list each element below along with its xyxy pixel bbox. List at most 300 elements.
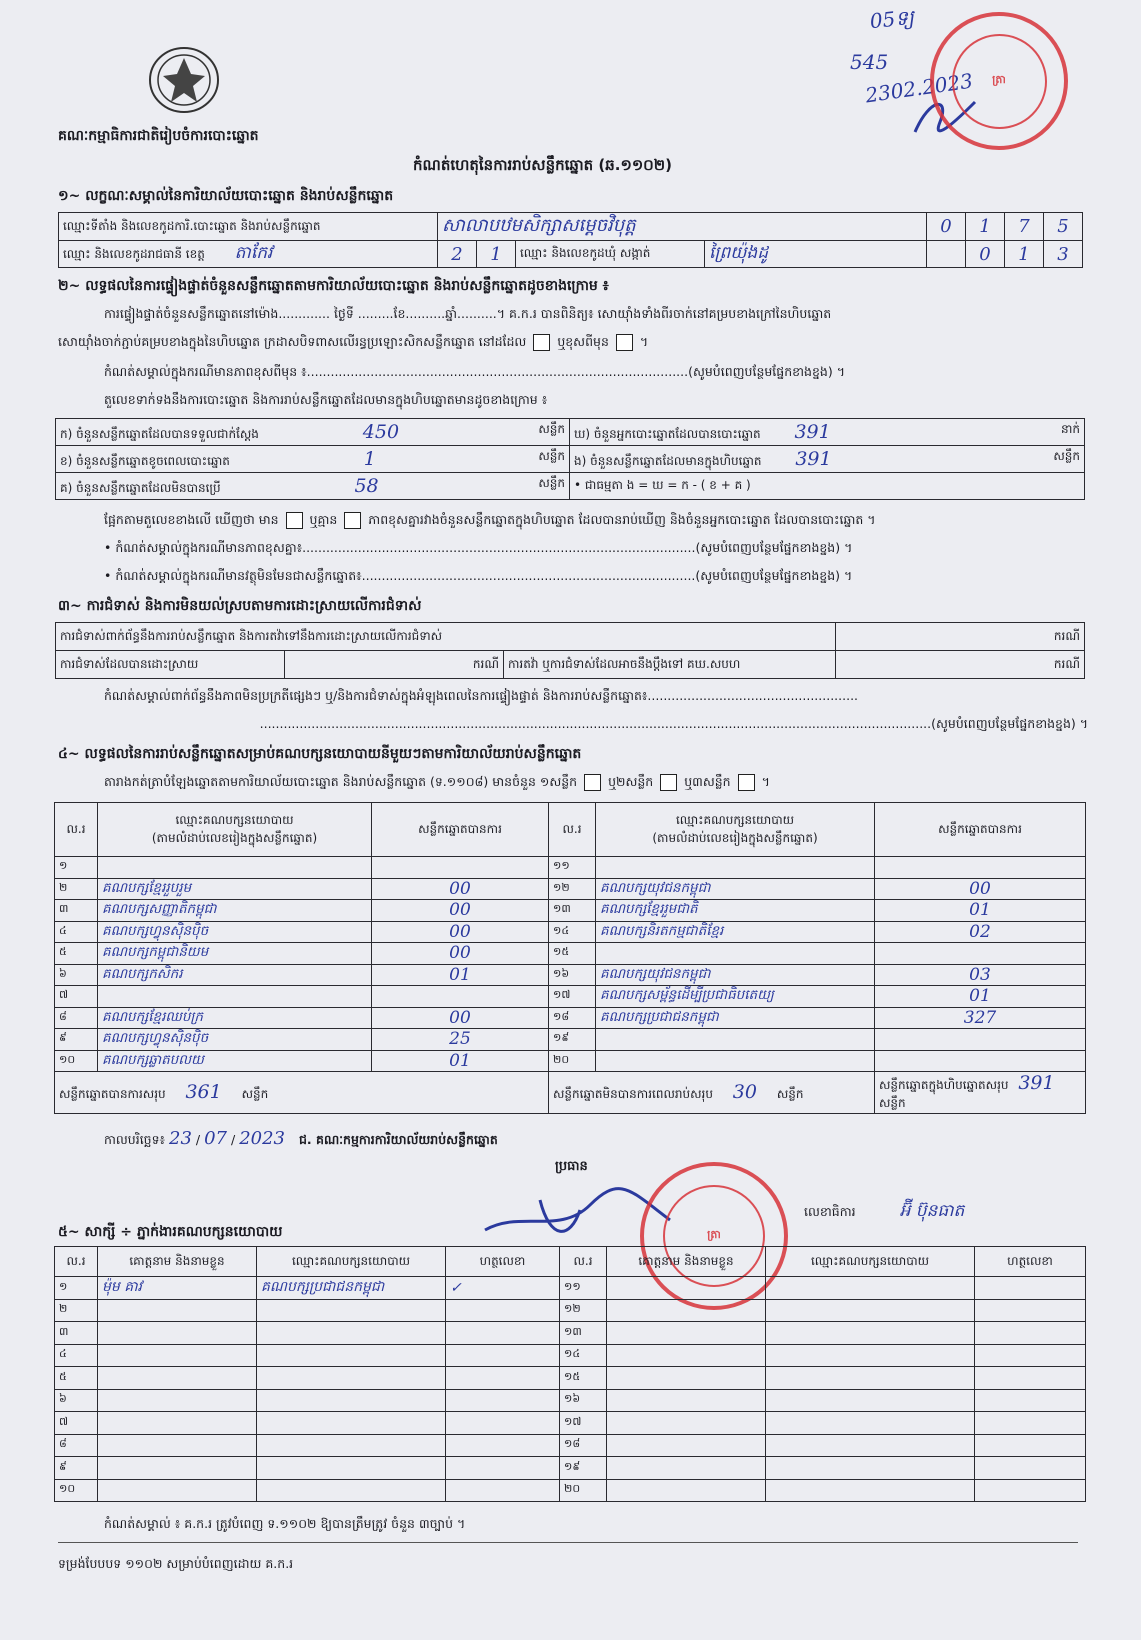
witness-table — [54, 1246, 1086, 1502]
w-col-party: ឈ្មោះគណបក្សនយោបាយ — [257, 1247, 446, 1277]
commune-code-blank — [927, 241, 966, 268]
date-month: 07 — [204, 1128, 228, 1149]
cell-party — [766, 1434, 975, 1457]
cell-no: ៤ — [55, 921, 98, 943]
p3-mid: ឬគ្មាន — [309, 512, 338, 527]
cell-sig — [446, 1457, 560, 1480]
province-label-text: ឈ្មោះ និងលេខកូដរាជធានី ខេត្ត — [63, 246, 205, 261]
cell-sig — [975, 1457, 1086, 1480]
section5-note: កំណត់សម្គាល់ ៖ គ.ក.រ ត្រូវបំពេញ ទ.១១០២ ឱ្យបានត្រឹមត្រូវ ចំនួន ៣ច្បាប់ ។ — [104, 1516, 466, 1531]
total-invalid-unit: សន្លឹក — [776, 1087, 804, 1101]
p3-end: ភាពខុសគ្នារវាងចំនួនសន្លឹកឆ្នោតក្នុងហិបឆ្នោត ដែលបានរាប់ឃើញ និងចំនួនអ្នកបោះឆ្នោត ដែលបានបោះឆ្នោត ។ — [368, 512, 876, 527]
total-valid-label: សន្លឹកឆ្នោតបានការសរុប — [59, 1087, 166, 1101]
cell-sig — [975, 1277, 1086, 1300]
objection-row2-case2: ករណី — [836, 651, 1085, 679]
cell-name — [607, 1457, 766, 1480]
count-unit-right: សន្លឹក — [1053, 448, 1080, 463]
section1-heading: ១~ លក្ខណៈសម្គាល់នៃការិយាល័យបោះឆ្នោត និងរាប់សន្លឹកឆ្នោត — [58, 188, 394, 204]
cell-sig — [446, 1389, 560, 1412]
col-party-right-title: ឈ្មោះគណបក្សនយោបាយ — [675, 812, 795, 827]
cell-name — [607, 1479, 766, 1502]
count-label-text: គ) ចំនួនសន្លឹកឆ្នោតដែលមិនបានប្រើ — [60, 480, 221, 495]
cell-sig — [975, 1434, 1086, 1457]
count-label-text: ខ) ចំនួនសន្លឹកឆ្នោតខូចពេលបោះឆ្នោត — [60, 453, 230, 468]
count-row — [56, 473, 1085, 500]
province-code-2: 1 — [477, 241, 516, 268]
table-row — [55, 1344, 1086, 1367]
section3-note — [104, 688, 1084, 707]
cell-party: គណបក្សកម្ពុជានិយម — [98, 943, 372, 965]
commune-code-2: 1 — [1005, 241, 1044, 268]
cell-party — [766, 1389, 975, 1412]
footer-text: ទម្រង់បែបបទ ១១០២ សម្រាប់បំពេញដោយ គ.ក.រ — [58, 1556, 294, 1571]
count-value: 450 — [362, 420, 400, 443]
cell-party — [766, 1344, 975, 1367]
cell-sig — [446, 1344, 560, 1367]
cell-votes: 25 — [372, 1029, 549, 1051]
three-sheet-checkbox[interactable] — [738, 774, 755, 791]
cell-name — [98, 1322, 257, 1345]
cell-party — [766, 1412, 975, 1435]
count-value: 1 — [363, 447, 376, 470]
count-row — [56, 446, 1085, 473]
cell-no: ៥ — [55, 943, 98, 965]
w-col-sig-right: ហត្ថលេខា — [975, 1247, 1086, 1277]
secretary-name: អ៊ី ប៊ុនធាត — [899, 1201, 965, 1221]
cell-no: ២០ — [549, 1050, 596, 1072]
table-row — [55, 1389, 1086, 1412]
cell-sig — [446, 1479, 560, 1502]
corner-note-3: 2302.2023 — [863, 68, 975, 108]
count-label-right — [570, 419, 1085, 446]
cell-party: គណបក្សឆ្លាតបលយ — [98, 1050, 372, 1072]
cell-party — [257, 1457, 446, 1480]
cell-no: ១៥ — [560, 1367, 607, 1390]
count-label-text: ក) ចំនួនសន្លឹកឆ្នោតដែលបានទទួលជាក់ស្តែង — [60, 426, 259, 441]
party-results-table — [54, 802, 1086, 1114]
cell-name — [607, 1412, 766, 1435]
cell-party: គណបក្សប្រជាជនកម្ពុជា — [257, 1277, 446, 1300]
section2-p2-text: សោយ៉ាំងចាក់ភ្ជាប់គម្របខាងក្នុងនៃហិបឆ្នោត ក្រដាសបិទពាសលើរន្ធប្រឡោះសិកសន្លឹកឆ្នោត នៅដដែល — [58, 334, 527, 349]
col-party — [98, 803, 372, 857]
col-no: ល.រ — [55, 803, 98, 857]
section3-note-text: កំណត់សម្គាល់ពាក់ព័ន្ធនឹងភាពមិនប្រក្រតីផ្សេងៗ ឬ/និងការជំទាស់ក្នុងអំឡុងពេលនៃការផ្ទៀងផ្ទាត់ និងការរាប់សន្លឹកឆ្នោត៖ — [104, 688, 648, 703]
table-row — [55, 1412, 1086, 1435]
cell-name — [98, 1344, 257, 1367]
section2-p3 — [104, 512, 876, 531]
cell-party: គណបក្សហ្វុនស៊ិនប៉ិច — [98, 921, 372, 943]
cell-no: ១១ — [549, 857, 596, 879]
cell-no: ១ — [55, 857, 98, 879]
cell-votes — [875, 857, 1086, 879]
formula: • ជាធម្មតា ង = ឃ = ក - ( ខ + គ ) — [570, 473, 1085, 500]
cell-sig — [975, 1389, 1086, 1412]
cell-party — [596, 943, 875, 965]
cell-party — [766, 1479, 975, 1502]
cell-no: ១០ — [55, 1050, 98, 1072]
cell-votes — [875, 943, 1086, 965]
cell-name — [607, 1322, 766, 1345]
province-label — [59, 241, 438, 268]
cell-name — [98, 1389, 257, 1412]
cell-votes: 00 — [372, 1007, 549, 1029]
cell-no: ៣ — [55, 900, 98, 922]
footer-rule — [58, 1542, 1078, 1543]
cell-party — [98, 986, 372, 1008]
witness-body — [55, 1277, 1086, 1502]
cell-party — [596, 1029, 875, 1051]
cell-party: គណបក្សនិរតកម្មជាតិខ្មែរ — [596, 921, 875, 943]
count-unit: សន្លឹក — [538, 475, 565, 490]
cell-no: ១៨ — [560, 1434, 607, 1457]
cell-no: ៩ — [55, 1457, 98, 1480]
cell-no: ៨ — [55, 1434, 98, 1457]
cell-no: ១៥ — [549, 943, 596, 965]
count-label-right-text: ង) ចំនួនសន្លឹកឆ្នោតដែលមានក្នុងហិបឆ្នោត — [574, 453, 762, 468]
w-col-name: គោត្តនាម និងនាមខ្លួន — [98, 1247, 257, 1277]
cell-name — [607, 1344, 766, 1367]
cell-no: ២ — [55, 1299, 98, 1322]
cell-no: ១២ — [560, 1299, 607, 1322]
cell-party: គណបក្សហ្វុនស៊ិនប៉ិច — [98, 1029, 372, 1051]
cell-party — [596, 1050, 875, 1072]
province-value: តាកែវ — [234, 242, 273, 263]
same-checkbox[interactable] — [533, 334, 550, 351]
table-row — [55, 1299, 1086, 1322]
corner-note-2: 545 — [850, 50, 889, 74]
cell-votes — [875, 1050, 1086, 1072]
cell-party: គណបក្សខ្មែរឈប់ក្រ — [98, 1007, 372, 1029]
total-box-label: សន្លឹកឆ្នោតក្នុងហិបឆ្នោតសរុប — [879, 1078, 1009, 1092]
office-code-3: 7 — [1005, 213, 1044, 241]
cell-name: ម៉ុម គាវ — [98, 1277, 257, 1300]
w-col-no-right: ល.រ — [560, 1247, 607, 1277]
org-name: គណៈកម្មាធិការជាតិរៀបចំការបោះឆ្នោត — [58, 128, 259, 144]
col-party-sub: (តាមលំដាប់លេខរៀងក្នុងសន្លឹកឆ្នោត) — [151, 830, 318, 845]
col-votes: សន្លឹកឆ្នោតបានការ — [372, 803, 549, 857]
cell-party — [257, 1322, 446, 1345]
total-box-unit: សន្លឹក — [879, 1096, 906, 1110]
count-value-right: 391 — [795, 447, 832, 470]
p3-text: ផ្អែកតាមតួលេខខាងលើ ឃើញថា មាន — [104, 512, 279, 527]
cell-votes: 01 — [372, 964, 549, 986]
objection-row2-appeal: ការតវ៉ា ឬការជំទាស់ដែលអាចនឹងប្តឹងទៅ គឃ.សបហ — [504, 651, 836, 679]
section2-p2-or: ឬខុសពីមុន — [557, 334, 609, 349]
total-valid-value: 361 — [185, 1081, 222, 1103]
objection-table — [55, 622, 1085, 679]
col-party-title: ឈ្មោះគណបក្សនយោបាយ — [175, 812, 294, 827]
count-unit: សន្លឹក — [538, 421, 565, 436]
cell-party — [766, 1457, 975, 1480]
chair-label: ប្រធាន — [555, 1159, 588, 1174]
section2-heading: ២~ លទ្ធផលនៃការផ្ទៀងផ្ទាត់ចំនួនសន្លឹកឆ្នោតតាមការិយាល័យបោះឆ្នោត និងរាប់សន្លឹកឆ្នោតដូចខាងក្រោម ៖ — [58, 278, 609, 294]
col-votes-right: សន្លឹកឆ្នោតបានការ — [875, 803, 1086, 857]
w-col-party-right: ឈ្មោះគណបក្សនយោបាយ — [766, 1247, 975, 1277]
cell-votes: 01 — [372, 1050, 549, 1072]
two-sheet-checkbox[interactable] — [660, 774, 677, 791]
section4-intro: តារាងកត់ត្រាបំឡែងឆ្នោតតាមការិយាល័យបោះឆ្នោត និងរាប់សន្លឹកឆ្នោត (ទ.១១០៨) មានចំនួន ១សន្លឹក ឬ២សន្លឹក ឬ៣សន្លឹក ។ — [104, 774, 770, 789]
table-row — [55, 986, 1086, 1008]
table-row — [55, 1479, 1086, 1502]
cell-no: ១៩ — [549, 1029, 596, 1051]
commune-code-3: 3 — [1044, 241, 1083, 268]
page-title: កំណត់ហេតុនៃការរាប់សន្លឹកឆ្នោត (ឆ.១១០២) — [413, 156, 673, 174]
cell-name — [607, 1434, 766, 1457]
section2-p2: សោយ៉ាំងចាក់ភ្ជាប់គម្របខាងក្នុងនៃហិបឆ្នោត ក្រដាសបិទពាសលើរន្ធប្រឡោះសិកសន្លឹកឆ្នោត នៅដដែល ឬខុសពីមុន ។ — [58, 334, 649, 349]
cell-votes: 01 — [875, 986, 1086, 1008]
opt2-label: ឬ២សន្លឹក — [608, 774, 654, 789]
note-dots: ..................................................... — [647, 688, 859, 703]
cell-party: គណបក្សយុវជនកម្ពុជា — [596, 964, 875, 986]
total-invalid-value: 30 — [732, 1081, 757, 1103]
cell-sig — [975, 1322, 1086, 1345]
cell-votes: 03 — [875, 964, 1086, 986]
cell-sig — [446, 1367, 560, 1390]
cell-votes: 00 — [372, 943, 549, 965]
section3-heading: ៣~ ការជំទាស់ និងការមិនយល់ស្របតាមការដោះស្រាយលើការជំទាស់ — [58, 598, 422, 614]
cell-party: គណបក្សខ្មែររួមជាតិ — [596, 900, 875, 922]
cell-votes: 327 — [875, 1007, 1086, 1029]
cell-no: ២០ — [560, 1479, 607, 1502]
section3-note2-text: (សូមបំពេញបន្ថែមផ្នែកខាងខ្នង) ។ — [931, 716, 1088, 731]
cell-sig — [975, 1344, 1086, 1367]
cell-no: ៨ — [55, 1007, 98, 1029]
cell-name — [607, 1389, 766, 1412]
count-row — [56, 419, 1085, 446]
section5-heading: ៥~ សាក្សី ÷ ភ្នាក់ងារគណបក្សនយោបាយ — [58, 1224, 283, 1240]
cell-party: គណបក្សខ្មែររួបរួម — [98, 878, 372, 900]
cell-name — [98, 1479, 257, 1502]
ballot-count-table — [55, 418, 1085, 500]
cell-no: ៧ — [55, 986, 98, 1008]
official-seal-top: ត្រា — [930, 12, 1068, 150]
cell-no: ១៩ — [560, 1457, 607, 1480]
cell-party: គណបក្សប្រជាជនកម្ពុជា — [596, 1007, 875, 1029]
cell-party — [257, 1299, 446, 1322]
cell-sig — [446, 1412, 560, 1435]
cell-party — [257, 1344, 446, 1367]
cell-no: ១ — [55, 1277, 98, 1300]
official-seal-bottom: ត្រា — [640, 1162, 788, 1310]
cell-party: គណបក្សយុវជនកម្ពុជា — [596, 878, 875, 900]
objection-row2-case: ករណី — [285, 651, 504, 679]
cell-sig — [975, 1299, 1086, 1322]
cell-name — [607, 1367, 766, 1390]
cell-name — [607, 1277, 766, 1300]
cell-party — [257, 1389, 446, 1412]
cell-name — [98, 1367, 257, 1390]
table-row — [55, 921, 1086, 943]
cell-sig — [446, 1322, 560, 1345]
corner-note-1: 05ទ្យ — [868, 4, 916, 34]
section2-p1: ការផ្ទៀងផ្ទាត់ចំនួនសន្លឹកឆ្នោតនៅម៉ោង............. ថ្ងៃទី .........ខែ..........ឆ្នាំ..........។ គ.ក.រ បានពិនិត្យ៖ សោយ៉ាំងទាំងពីរចាក់នៅគម្របខាងក្រៅនៃហិបឆ្នោត — [104, 306, 832, 321]
commune-code-1: 0 — [966, 241, 1005, 268]
section4-heading: ៤~ លទ្ធផលនៃការរាប់សន្លឹកឆ្នោតសម្រាប់គណបក្សនយោបាយនីមួយៗតាមការិយាល័យរាប់សន្លឹកឆ្នោត — [58, 746, 582, 762]
cell-party: គណបក្សសញ្ញាតិកម្ពុជា — [98, 900, 372, 922]
cell-no: ១២ — [549, 878, 596, 900]
totals-row — [55, 1072, 1086, 1114]
cell-no: ១៦ — [560, 1389, 607, 1412]
province-code-1: 2 — [438, 241, 477, 268]
section4-intro-text: តារាងកត់ត្រាបំឡែងឆ្នោតតាមការិយាល័យបោះឆ្នោត និងរាប់សន្លឹកឆ្នោត (ទ.១១០៨) មានចំនួន ១សន្លឹក — [104, 774, 578, 789]
cell-votes: 01 — [875, 900, 1086, 922]
table-row — [55, 1457, 1086, 1480]
count-value-right: 391 — [794, 420, 831, 443]
count-label-right-text: ឃ) ចំនួនអ្នកបោះឆ្នោតដែលបានបោះឆ្នោត — [574, 426, 761, 441]
cell-party — [766, 1322, 975, 1345]
section2-b1: • កំណត់សម្គាល់ក្នុងករណីមានភាពខុសគ្នា៖...................................................................................................(សូមបំពេញបន្ថែមផ្នែកខាងខ្នង) ។ — [104, 540, 853, 555]
opt3-label: ឬ៣សន្លឹក — [684, 774, 731, 789]
table-row — [55, 1367, 1086, 1390]
cell-votes — [875, 1029, 1086, 1051]
cell-no: ៦ — [55, 964, 98, 986]
col-party-right-sub: (តាមលំដាប់លេខរៀងក្នុងសន្លឹកឆ្នោត) — [652, 830, 818, 845]
cell-party: គណបក្សកសិករ — [98, 964, 372, 986]
party-results-body — [55, 857, 1086, 1072]
col-no-right: ល.រ — [549, 803, 596, 857]
cell-party — [257, 1367, 446, 1390]
table-row — [55, 1007, 1086, 1029]
total-invalid — [549, 1072, 875, 1114]
cell-no: ១៧ — [560, 1412, 607, 1435]
office-code-4: 5 — [1044, 213, 1083, 241]
cell-no: ២ — [55, 878, 98, 900]
cell-no: ៣ — [55, 1322, 98, 1345]
office-code-2: 1 — [966, 213, 1005, 241]
office-code-1: 0 — [927, 213, 966, 241]
date-label: កាលបរិច្ឆេទ៖ — [104, 1132, 166, 1147]
cell-party — [257, 1434, 446, 1457]
cell-no: ១៣ — [549, 900, 596, 922]
table-row — [55, 1277, 1086, 1300]
total-valid-unit: សន្លឹក — [241, 1087, 269, 1101]
table-row — [55, 878, 1086, 900]
commune-value: ព្រៃយ៉ុងដូ — [705, 241, 927, 268]
objection-row1-label: ការជំទាស់ពាក់ព័ន្ធនឹងការរាប់សន្លឹកឆ្នោត និងការតវ៉ាទៅនឹងការដោះស្រាយលើការជំទាស់ — [56, 623, 836, 651]
count-value: 58 — [354, 474, 379, 497]
cell-name — [607, 1299, 766, 1322]
cell-no: ១៧ — [549, 986, 596, 1008]
cell-name — [98, 1299, 257, 1322]
cell-party — [766, 1277, 975, 1300]
has-difference-checkbox[interactable] — [286, 512, 303, 529]
table-row — [55, 1050, 1086, 1072]
cell-votes: 00 — [372, 900, 549, 922]
count-unit: សន្លឹក — [538, 448, 565, 463]
table-row — [55, 857, 1086, 879]
cell-votes: 00 — [875, 878, 1086, 900]
secretary — [804, 1200, 964, 1225]
cell-no: ១១ — [560, 1277, 607, 1300]
w-col-sig: ហត្ថលេខា — [446, 1247, 560, 1277]
w-col-name-right: គោត្តនាម និងនាមខ្លួន — [607, 1247, 766, 1277]
cell-votes: 00 — [372, 878, 549, 900]
signoff-org: ជ. គណៈកម្មការការិយាល័យរាប់សន្លឹកឆ្នោត — [298, 1132, 498, 1147]
total-invalid-label: សន្លឹកឆ្នោតមិនបានការពេលរាប់សរុប — [553, 1087, 713, 1101]
section2-b2: • កំណត់សម្គាល់ក្នុងករណីមានវត្ថុមិនមែនជាសន្លឹកឆ្នោត៖....................................................................................(សូមបំពេញបន្ថែមផ្នែកខាងខ្នង) ។ — [104, 568, 853, 583]
table-row — [55, 1029, 1086, 1051]
cell-party — [257, 1412, 446, 1435]
cell-sig — [975, 1412, 1086, 1435]
commune-label: ឈ្មោះ និងលេខកូដឃុំ សង្កាត់ — [516, 241, 705, 268]
w-col-no: ល.រ — [55, 1247, 98, 1277]
section3-note2 — [58, 716, 1088, 735]
objection-row2-label: ការជំទាស់ដែលបានដោះស្រាយ — [56, 651, 285, 679]
cell-votes — [372, 986, 549, 1008]
count-label — [56, 473, 570, 500]
section2-intro: តួលេខទាក់ទងនឹងការបោះឆ្នោត និងការរាប់សន្លឹកឆ្នោតដែលមានក្នុងហិបឆ្នោតមានដូចខាងក្រោម ៖ — [104, 392, 548, 407]
cell-sig — [446, 1434, 560, 1457]
cell-party: គណបក្សសម្ព័ន្ធដើម្បីប្រជាធិបតេយ្យ — [596, 986, 875, 1008]
cell-no: ១៦ — [549, 964, 596, 986]
col-party-right — [596, 803, 875, 857]
cell-name — [98, 1434, 257, 1457]
office-value: សាលាបឋមសិក្សាសម្តេចវិបុត្ត — [438, 213, 927, 241]
cell-sig — [975, 1479, 1086, 1502]
cell-sig — [975, 1367, 1086, 1390]
cell-party — [766, 1367, 975, 1390]
section2-note-diff: កំណត់សម្គាល់ក្នុងករណីមានភាពខុសពីមុន ៖................................................................................................(សូមបំពេញបន្ថែមផ្នែកខាងខ្នង) ។ — [104, 364, 845, 379]
total-box — [875, 1072, 1086, 1114]
cell-no: ៤ — [55, 1344, 98, 1367]
table-row — [55, 943, 1086, 965]
objection-row1-case: ករណី — [836, 623, 1085, 651]
total-valid — [55, 1072, 549, 1114]
cell-party — [257, 1479, 446, 1502]
date-day: 23 — [169, 1128, 192, 1149]
table-row — [55, 900, 1086, 922]
table-row — [55, 1322, 1086, 1345]
cell-votes: 02 — [875, 921, 1086, 943]
cell-no: ១៤ — [549, 921, 596, 943]
count-unit-right: នាក់ — [1060, 421, 1080, 436]
office-label: ឈ្មោះទីតាំង និងលេខកូដការិ.បោះឆ្នោត និងរាប់សន្លឹកឆ្នោត — [59, 213, 438, 241]
location-table — [58, 212, 1083, 268]
cell-no: ៧ — [55, 1412, 98, 1435]
cell-party — [98, 857, 372, 879]
date-year: 2023 — [239, 1128, 285, 1149]
cell-no: ៦ — [55, 1389, 98, 1412]
count-label — [56, 419, 570, 446]
nec-logo — [145, 44, 223, 116]
cell-votes — [372, 857, 549, 879]
cell-name — [98, 1457, 257, 1480]
count-label-right — [570, 446, 1085, 473]
cell-no: ៥ — [55, 1367, 98, 1390]
no-difference-checkbox[interactable] — [344, 512, 361, 529]
cell-no: ១០ — [55, 1479, 98, 1502]
table-row — [55, 1434, 1086, 1457]
cell-no: ១៨ — [549, 1007, 596, 1029]
cell-sig — [446, 1299, 560, 1322]
cell-votes: 00 — [372, 921, 549, 943]
different-checkbox[interactable] — [616, 334, 633, 351]
cell-no: ៩ — [55, 1029, 98, 1051]
cell-no: ១៤ — [560, 1344, 607, 1367]
cell-sig: ✓ — [446, 1277, 560, 1300]
cell-party — [596, 857, 875, 879]
count-label — [56, 446, 570, 473]
note2-dots: ......................................................................................................................................................................... — [259, 716, 932, 731]
signoff-date: កាលបរិច្ឆេទ៖ 23 / 07 / 2023 ជ. គណៈកម្មការការិយាល័យរាប់សន្លឹកឆ្នោត — [104, 1128, 498, 1149]
total-box-value: 391 — [1018, 1072, 1055, 1094]
cell-no: ១៣ — [560, 1322, 607, 1345]
cell-name — [98, 1412, 257, 1435]
secretary-label: លេខាធិការ — [804, 1204, 856, 1219]
one-sheet-checkbox[interactable] — [584, 774, 601, 791]
table-row — [55, 964, 1086, 986]
cell-party — [766, 1299, 975, 1322]
